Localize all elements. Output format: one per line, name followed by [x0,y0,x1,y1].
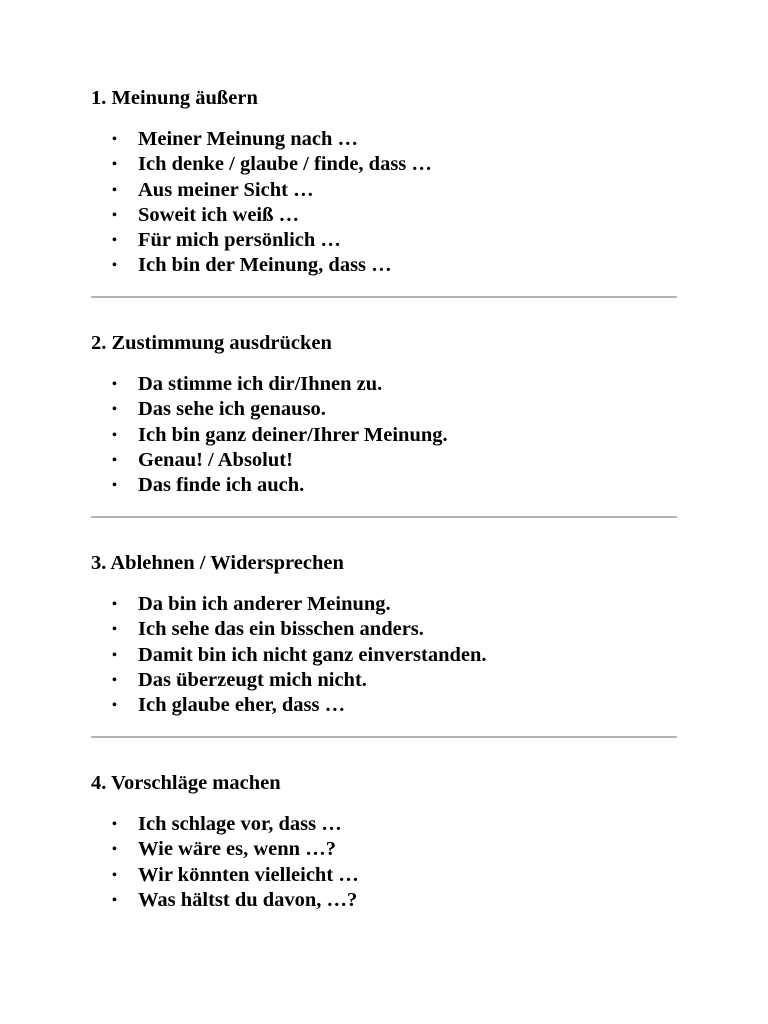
phrase-text: Ich bin der Meinung, dass … [138,254,392,277]
phrase-text: Ich bin ganz deiner/Ihrer Meinung. [138,423,448,446]
phrase-text: Damit bin ich nicht ganz einverstanden. [138,643,487,666]
section-ablehnen [91,551,677,718]
bullet-icon: • [112,207,117,223]
phrase-text: Das sehe ich genauso. [138,398,326,421]
list-item [91,397,677,422]
phrase-text: Aus meiner Sicht … [138,178,314,201]
list-item [91,617,677,642]
bullet-icon: • [112,817,117,832]
bullet-icon: • [112,182,117,198]
list-item [91,643,677,668]
bullet-icon: • [112,672,117,688]
list-item [91,203,677,228]
bullet-icon: • [112,427,117,443]
phrase-text: Wir könnten vielleicht … [138,863,359,886]
list-item [91,473,677,498]
list-item [91,178,677,203]
phrase-text: Das überzeugt mich nicht. [138,668,367,691]
phrase-list [91,592,677,718]
phrase-text: Ich denke / glaube / finde, dass … [138,153,432,176]
phrase-text: Soweit ich weiß … [138,203,300,226]
bullet-icon: • [112,867,117,883]
list-item [91,448,677,473]
bullet-icon: • [112,452,117,468]
list-item [91,592,677,617]
phrase-text: Genau! / Absolut! [138,448,293,471]
list-item [91,253,677,278]
phrase-text: Das finde ich auch. [138,474,305,497]
list-item [91,693,677,718]
list-item [91,127,677,152]
phrase-text: Ich glaube eher, dass … [138,694,346,717]
phrase-text: Meiner Meinung nach … [138,128,358,150]
list-item [91,228,677,253]
list-item [91,152,677,177]
phrase-list [91,812,677,913]
section-divider [91,516,677,518]
list-item [91,837,677,862]
section-heading: 3. Ablehnen / Widersprechen [91,552,344,574]
bullet-icon: • [112,478,117,494]
bullet-icon: • [112,647,117,663]
list-item [91,888,677,913]
bullet-icon: • [112,597,117,612]
bullet-icon: • [112,377,117,392]
list-item [91,863,677,888]
section-meinung-aeussern [91,86,677,279]
section-heading: 2. Zustimmung ausdrücken [91,332,332,354]
bullet-icon: • [112,892,117,908]
bullet-icon: • [112,698,117,714]
bullet-icon: • [112,132,117,147]
phrase-list [91,127,677,279]
phrase-list [91,372,677,498]
section-zustimmung [91,331,677,498]
bullet-icon: • [112,258,117,274]
section-heading: 1. Meinung äußern [91,87,258,109]
phrase-text: Da stimme ich dir/Ihnen zu. [138,373,383,395]
bullet-icon: • [112,233,117,249]
section-divider [91,736,677,738]
section-heading: 4. Vorschläge machen [91,772,281,794]
list-item [91,423,677,448]
bullet-icon: • [112,622,117,638]
bullet-icon: • [112,402,117,418]
bullet-icon: • [112,842,117,858]
list-item [91,372,677,397]
phrase-text: Wie wäre es, wenn …? [138,838,336,861]
list-item [91,812,677,837]
list-item [91,668,677,693]
phrase-text: Was hältst du davon, …? [138,888,358,911]
phrase-text: Für mich persönlich … [138,229,341,252]
phrase-text: Ich schlage vor, dass … [138,813,342,835]
section-vorschlaege [91,771,677,913]
bullet-icon: • [112,157,117,173]
phrase-text: Da bin ich anderer Meinung. [138,593,391,615]
phrase-text: Ich sehe das ein bisschen anders. [138,618,424,641]
section-divider [91,296,677,298]
